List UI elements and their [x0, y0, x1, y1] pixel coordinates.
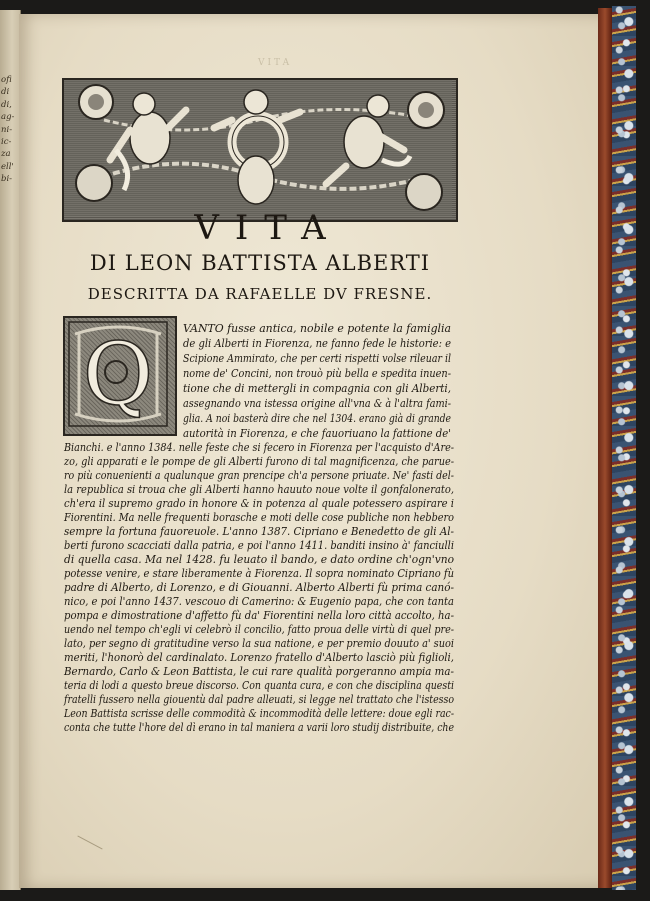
body-line: teria di lodi a questo breue discorso. Con quanta cura, e con che disciplina questi [64, 679, 454, 692]
title-subject: DI LEON BATTISTA ALBERTI [89, 251, 431, 275]
body-line: Scipione Ammirato, che per certi rispetti volse rileuar il [183, 352, 451, 365]
body-line: nome de' Concini, non trouò più bella e spedita inuen- [183, 367, 451, 380]
body-line: lato, per segno di gratitudine verso la sua natione, e per premio douuto a' suoi [64, 637, 454, 650]
facing-page-line: za [1, 149, 11, 160]
body-line: la republica si troua che gli Alberti hanno hauuto noue volte il gonfalonerato, [64, 483, 454, 496]
body-line: berti furono scacciati dalla patria, e poi l'anno 1411. banditi insino à' fanciulli [64, 539, 454, 552]
facing-page-line: ell' [1, 161, 14, 172]
facing-page-line: ni- [1, 124, 13, 135]
body-line: uendo nel tempo ch'egli vi celebrò il concilio, fatto proua delle virtù di quel pre- [64, 623, 454, 636]
body-line: sempre la fortuna fauoreuole. L'anno 1387. Cipriano e Benedetto de gli Al- [64, 525, 454, 538]
facing-page-line: ofi [1, 75, 12, 85]
body-line: Leon Battista scrisse delle commodità & incommodità delle lettere: doue egli rac- [64, 707, 454, 720]
title-vita: VITA [194, 208, 342, 248]
body-line: meriti, l'honorò del cardinalato. Lorenzo fratello d'Alberto lasciò più figlioli, [64, 651, 454, 664]
body-line: ch'era il supremo grado in honore & in potenza al quale potessero aspirare i [64, 497, 454, 510]
body-line: Bianchi. e l'anno 1384. nelle feste che si fecero in Fiorenza per l'acquisto d'Are- [64, 441, 454, 454]
marbled-edge [612, 6, 636, 890]
body-line: potesse venire, e stare liberamente à Fiorenza. Il sopra nominato Cipriano fù [64, 567, 454, 580]
body-line: de gli Alberti in Fiorenza, ne fanno fede le historie: e [183, 337, 451, 350]
facing-page-text [1, 74, 19, 186]
body-line: nico, e poi l'anno 1437. vescouo di Camerino: & Eugenio papa, che con tanta [64, 595, 454, 608]
body-line: glia. A noi basterà dire che nel 1304. erano già di grande [183, 412, 451, 425]
body-line: VANTO fusse antica, nobile e potente la famiglia [183, 322, 451, 335]
body-line: conta che tutte l'hore del dì erano in tal maniera a varii loro studij distribuite, che [64, 721, 454, 734]
show-through-text: VITA [258, 58, 293, 68]
title-author: DESCRITTA DA RAFAELLE DV FRESNE. [87, 285, 433, 303]
facing-page-line: di [1, 87, 10, 98]
body-line: pompa e dimostratione d'affetto fù da' Fiorentini nella loro città accolto, ha- [64, 609, 454, 622]
facing-page-line: ag- [1, 112, 15, 123]
body-line: di quella casa. Ma nel 1428. fu leuato il bando, e dato ordine ch'ogn'vno [64, 553, 454, 566]
body-line: tione che di mettergli in compagnia con gli Alberti, [183, 382, 451, 395]
binding-edge [598, 8, 612, 888]
body-line: assegnando vna istessa origine all'vna & à l'altra fami- [183, 397, 451, 410]
facing-page-line: ic- [1, 137, 12, 148]
engraved-headpiece-icon [62, 78, 458, 222]
drop-cap-q-icon [63, 316, 177, 436]
facing-page-line: bi- [1, 174, 13, 185]
body-line: Bernardo, Carlo & Leon Battista, le cui rare qualità porgeranno ampia ma- [64, 665, 454, 678]
facing-page-edge [0, 10, 21, 890]
body-line: ro più conuenienti a qualunque gran prencipe ch'a persone priuate. Ne' fasti del- [64, 469, 454, 482]
body-line: fratelli fussero nella giouentù dal padre alleuati, si legge nel trattato che l'istesso [64, 693, 454, 706]
body-line: Fiorentini. Ma nelle frequenti borasche e moti delle cose publiche non hebbero [64, 511, 454, 524]
body-line: padre di Alberto, di Lorenzo, e di Giouanni. Alberto Alberti fù prima canó- [64, 581, 454, 594]
body-line: autorità in Fiorenza, e che fauoriuano la fattione de' [183, 427, 451, 440]
drop-cap-letter: Q [82, 325, 154, 425]
facing-page-line: di, [1, 99, 12, 110]
body-line: zo, gli apparati e le pompe de gli Alberti furono di tal magnificenza, che parue- [64, 455, 454, 468]
